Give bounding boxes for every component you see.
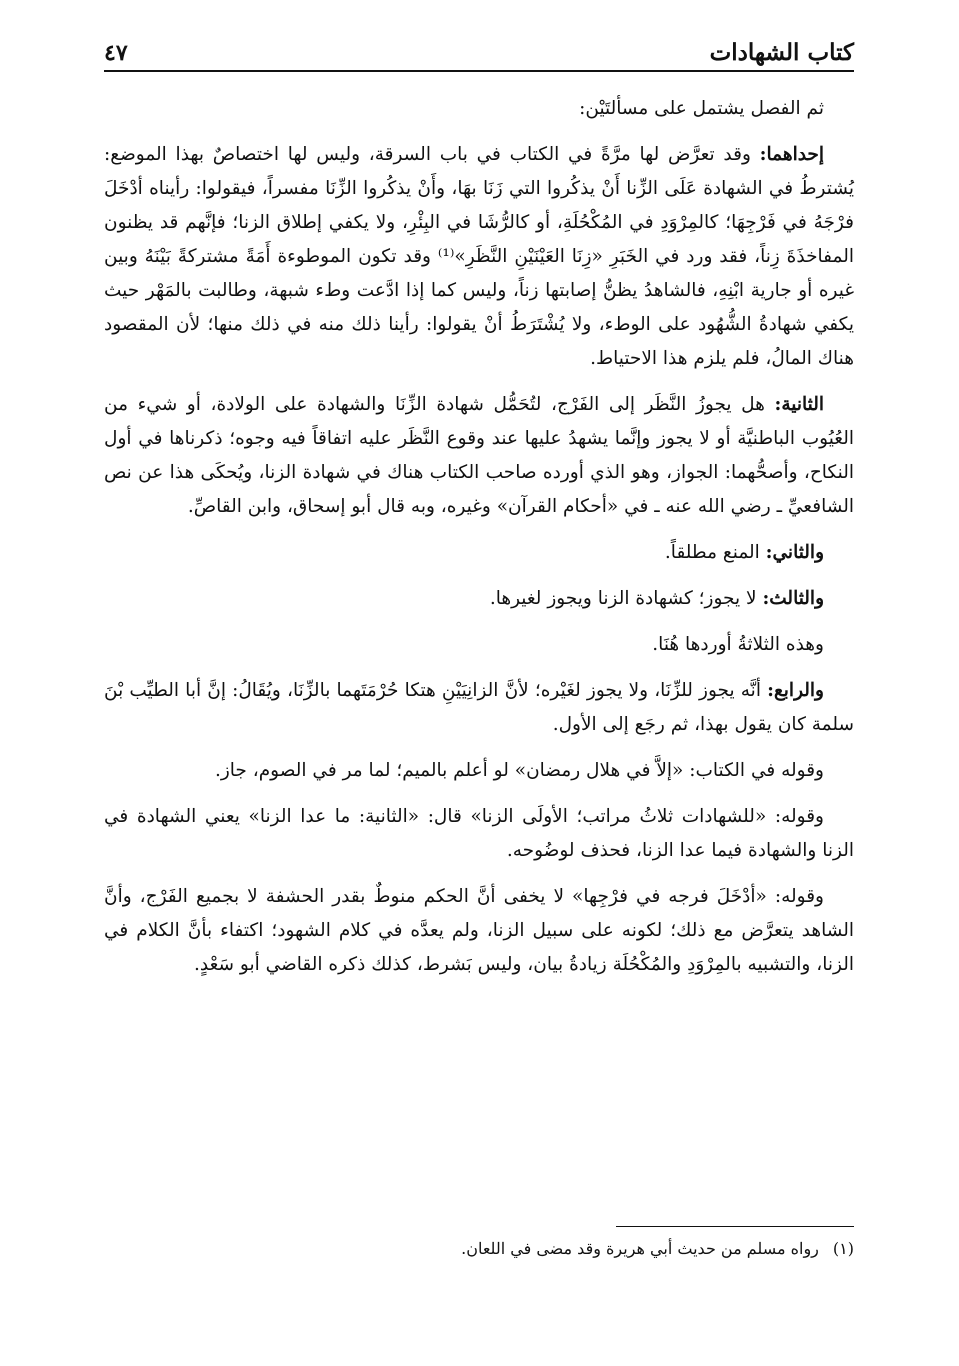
paragraph-lead: والثاني: [765,542,824,563]
paragraph-body: هل يجوزُ النَّظَر إلى الفَرْج، لتُحَمُّل شهادة الزِّنَا والشهادة على الولادة، أو شيء من العُيُوب الباطنيَّة أو لا يجوز وإنَّما يشهدُ عليها عند وقوع النَّظَر عليه اتفاقاً فيه وجوه؛ ذكرناها في أول النكاح، وأصحُّهما: الجواز، وهو الذي أورده صاحب الكتاب هناك في شهادة الزنا، ويُحكَى هذا عن نص الشافعيِّ ـ رضي الله عنه ـ في «أحكام القرآن» وغيره، وبه قال أبو إسحاق، وابن القاصِّ. [104,394,854,517]
paragraph-lead: والرابع: [767,680,824,701]
paragraph-lead: الثانية: [774,394,824,415]
main-text [104,92,854,994]
paragraph-second-view [104,536,854,570]
paragraph-second-issue [104,388,854,524]
running-header [104,30,854,72]
paragraph-body: المنع مطلقاً. [664,542,766,563]
chapter-title: كتاب الشهادات [709,39,854,66]
paragraph-ramadan: وقوله في الكتاب: «إلاَّ في هلال رمضان» لو أعلم بالميم؛ لما مر في الصوم، جاز. [214,760,824,781]
paragraph-body: وقد تعرَّض لها مرَّةً في الكتاب في باب السرقة، وليس لها اختصاصٌ بهذا الموضع: يُشترطُ في الشهادة عَلَى الزِّنا أَنْ يذكُروا التي زَنَا بهَا، وأَنْ يذكُروا الزِّنَا مفسراً، فيقولوا: رأيناه أدْخَلَ فرْجَهُ في فَرْجِهَا؛ كالمِرْوَدِ في المُكْحُلَةِ، أو كالرُّشَا في البِئْرِ، ولا يكفي إطلاق الزنا؛ فإنَّهم قد يظنون المفاخذَةَ زِناً، فقد ورد في الخَبَرِ «زِنَا العَيْنَيْنِ النَّظَرِ»⁽¹⁾ وقد تكون الموطوءة أَمَةً مشتركةً بَيْنَهُ وبين غيره أو جارية ابْنِهِ، فالشاهدُ يظنُّ إصابتها زناً، وليس كما إذا ادَّعت وطء شبهة، وطالبت بالمَهْر حيث يكفي شهادةُ الشُّهُود على الوطء، ولا يُشْتَرَطُ أنْ يقولوا: رأينا ذلك منه في ذلك منها؛ لأن المقصود هناك المالُ، فلم يلزم هذا الاحتياط. [104,144,854,369]
paragraph-ranks: وقوله: «للشهادات ثلاثُ مراتب؛ الأولَى الزنا» قال: «الثانية: ما عدا الزنا» يعني الشهادة في الزنا والشهادة فيما عدا الزنا، فحذف لوضُوحه. [104,806,854,861]
paragraph-lead: إحداهما: [759,144,824,165]
paragraph-body: أنَّه يجوز للزِّنَا، ولا يجوز لغَيْره؛ لأنَّ الزانِيَيْنِ هتكا حُرْمَتَهما بالزِّنَا، ويُقَالُ: إنَّ أبا الطيِّب بْنَ سلمة كان يقول بهذا، ثم رجَع إلى الأول. [104,680,854,735]
paragraph-body: لا يجوز؛ كشهادة الزنا ويجوز لغيرها. [489,588,763,609]
paragraph-fourth-view [104,674,854,742]
footnote-text: رواه مسلم من حديث أبي هريرة وقد مضى في اللعان. [461,1239,819,1258]
footnote-divider [616,1226,854,1227]
paragraph-lead: والثالث: [762,588,824,609]
page-number: ٤٧ [104,40,128,66]
paragraph-first-issue [104,138,854,376]
paragraph-penetration: وقوله: «أدْخَلَ فرجه في فرْجِها» لا يخفى أنَّ الحكم منوطٌ بقدر الحشفة لا بجميع الفَرْج، وأنَّ الشاهد يتعرَّض مع ذلك؛ لكونه على سبيل الزنا، ولم يعدَّه في كلام الشهود؛ اكتفاء بأنَّ الكلام في الزنا، والتشبيه بالمِرْوَدِ والمُكْحُلَة زيادةُ بيان، وليس بَشرط، كذلك ذكره القاضي أبو سَعْدٍ. [104,886,854,975]
paragraph-intro: ثم الفصل يشتمل على مسألتَيْن: [579,98,824,119]
footnote-marker: (١) [832,1239,854,1258]
footnote [104,1236,854,1262]
paragraph-three-views: وهذه الثلاثةُ أوردها هُنَا. [652,634,824,655]
paragraph-third-view [104,582,854,616]
